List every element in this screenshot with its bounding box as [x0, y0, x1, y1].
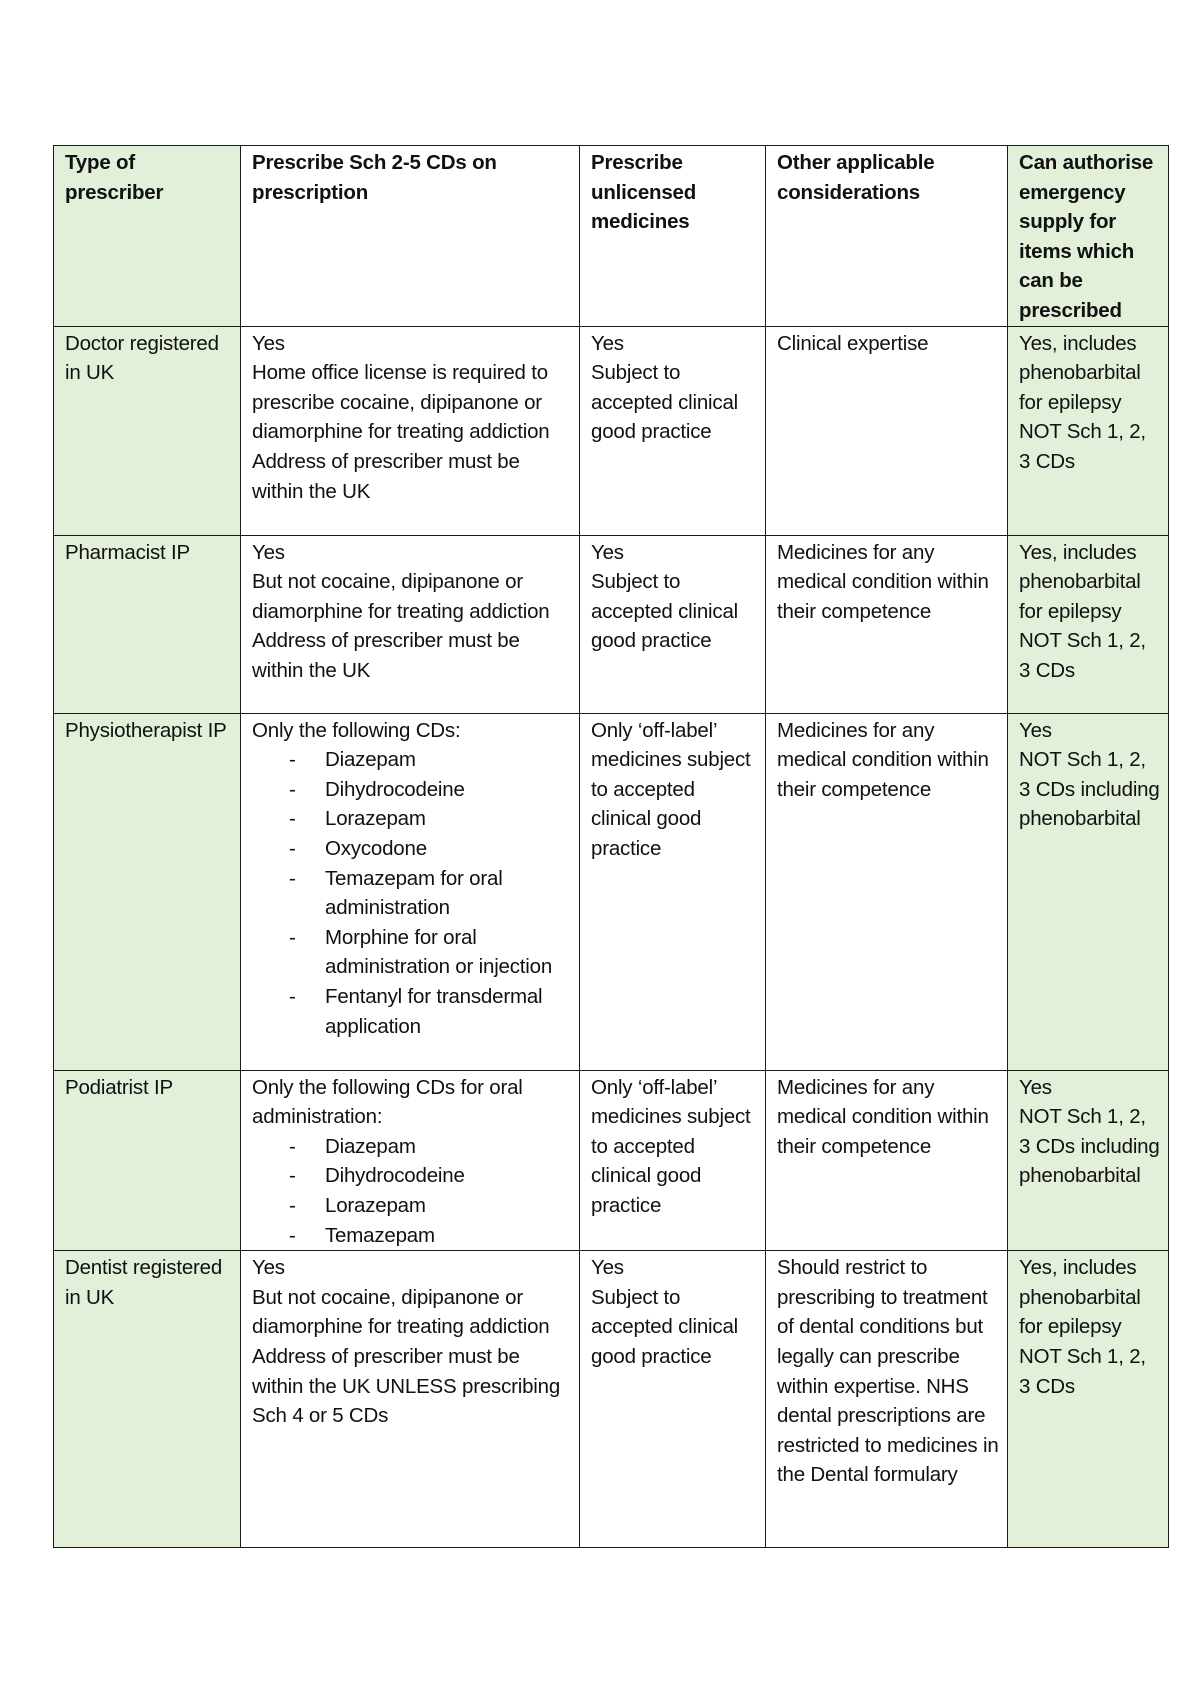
cell-line: Only ‘off-label’ medicines subject to accepted clinical good practice — [591, 1075, 751, 1217]
list-item: - Diazepam — [252, 1132, 571, 1162]
cell-prescriber-type: Dentist registered in UK — [54, 1251, 241, 1548]
table-row — [54, 713, 1169, 1070]
header-other-considerations: Other applicable considerations — [766, 146, 1008, 327]
cell-line: Address of prescriber must be within the UK UNLESS prescribing Sch 4 or 5 CDs — [252, 1344, 561, 1428]
cell-line: Clinical expertise — [777, 331, 929, 355]
cell-emergency-supply — [1008, 1251, 1169, 1548]
cell-line: Only the following CDs for oral administration: — [252, 1075, 523, 1129]
cell-line: NOT Sch 1, 2, 3 CDs — [1019, 420, 1146, 473]
cell-line: NOT Sch 1, 2, 3 CDs including phenobarbital — [1019, 748, 1160, 831]
header-prescribe-sch-cds: Prescribe Sch 2-5 CDs on prescription — [241, 146, 580, 327]
cell-sch-cds — [241, 1251, 580, 1548]
header-row — [54, 146, 1169, 327]
table-row — [54, 1251, 1169, 1548]
cell-line: Subject to accepted clinical good practice — [591, 1285, 739, 1368]
table-body — [54, 326, 1169, 1548]
list-item: - Temazepam — [252, 1221, 571, 1251]
cell-unlicensed — [580, 1070, 766, 1251]
cell-line: Yes — [252, 331, 285, 355]
cell-considerations — [766, 535, 1008, 713]
cell-line: Yes — [252, 540, 285, 564]
header-prescribe-unlicensed: Prescribe unlicensed medicines — [580, 146, 766, 327]
cell-line: Medicines for any medical condition within their competence — [777, 1075, 989, 1158]
cell-considerations — [766, 713, 1008, 1070]
list-item: - Morphine for oral administration or injection — [252, 923, 571, 982]
cell-sch-cds — [241, 1070, 580, 1251]
cell-unlicensed — [580, 326, 766, 535]
table-row — [54, 1070, 1169, 1251]
cell-emergency-supply — [1008, 713, 1169, 1070]
cell-line: Yes, includes phenobarbital for epilepsy — [1019, 540, 1141, 623]
cell-line: Yes — [1019, 718, 1052, 742]
cell-unlicensed — [580, 713, 766, 1070]
cell-considerations — [766, 1251, 1008, 1548]
list-item: - Oxycodone — [252, 834, 571, 864]
list-item: - Fentanyl for transdermal application — [252, 982, 571, 1041]
cd-bullet-list — [252, 745, 571, 1041]
cell-considerations — [766, 1070, 1008, 1251]
cell-line: But not cocaine, dipipanone or diamorphine for treating addiction — [252, 1285, 550, 1339]
cell-sch-cds — [241, 326, 580, 535]
cell-line: But not cocaine, dipipanone or diamorphine for treating addiction — [252, 570, 550, 623]
cell-line: Address of prescriber must be within the UK — [252, 449, 520, 503]
cell-line: Yes — [591, 540, 624, 564]
cd-bullet-list — [252, 1132, 571, 1250]
cell-line: Should restrict to prescribing to treatment of dental conditions but legally can prescribe within expertise. NHS dental prescriptions are restricted to medicines in the Dental formulary — [777, 1256, 999, 1487]
cell-line: Medicines for any medical condition within their competence — [777, 718, 989, 801]
cell-emergency-supply — [1008, 326, 1169, 535]
list-item: - Dihydrocodeine — [252, 775, 571, 805]
cell-prescriber-type: Podiatrist IP — [54, 1070, 241, 1251]
cell-line: Address of prescriber must be within the UK — [252, 629, 520, 682]
cell-prescriber-type: Pharmacist IP — [54, 535, 241, 713]
cell-emergency-supply — [1008, 535, 1169, 713]
table-row — [54, 535, 1169, 713]
cell-emergency-supply — [1008, 1070, 1169, 1251]
cell-considerations — [766, 326, 1008, 535]
cell-line: Home office license is required to prescribe cocaine, dipipanone or diamorphine for treating addiction — [252, 361, 550, 444]
cell-sch-cds — [241, 535, 580, 713]
cell-line: NOT Sch 1, 2, 3 CDs including phenobarbital — [1019, 1105, 1160, 1188]
cell-unlicensed — [580, 1251, 766, 1548]
cell-prescriber-type: Doctor registered in UK — [54, 326, 241, 535]
cell-unlicensed — [580, 535, 766, 713]
cell-prescriber-type: Physiotherapist IP — [54, 713, 241, 1070]
list-item: - Diazepam — [252, 745, 571, 775]
header-type-of-prescriber: Type of prescriber — [54, 146, 241, 327]
header-emergency-supply: Can authorise emergency supply for items which can be prescribed — [1008, 146, 1169, 327]
cell-line: Subject to accepted clinical good practice — [591, 361, 739, 444]
list-item: - Dihydrocodeine — [252, 1161, 571, 1191]
list-item: - Lorazepam — [252, 1191, 571, 1221]
cell-line: Only the following CDs: — [252, 718, 461, 742]
list-item: - Temazepam for oral administration — [252, 864, 571, 923]
cell-line: Medicines for any medical condition within their competence — [777, 540, 989, 623]
cell-line: Yes — [252, 1256, 285, 1280]
cell-line: Subject to accepted clinical good practice — [591, 570, 739, 653]
cell-line: Yes, includes phenobarbital for epilepsy — [1019, 331, 1141, 414]
cell-line: Yes — [1019, 1075, 1052, 1099]
cell-line: Yes — [591, 331, 624, 355]
cell-sch-cds — [241, 713, 580, 1070]
cell-line: NOT Sch 1, 2, 3 CDs — [1019, 1344, 1146, 1398]
cell-line: Yes, includes phenobarbital for epilepsy — [1019, 1256, 1141, 1339]
table-row — [54, 326, 1169, 535]
list-item: - Lorazepam — [252, 804, 571, 834]
cell-line: NOT Sch 1, 2, 3 CDs — [1019, 629, 1146, 682]
prescriber-table — [53, 145, 1169, 1548]
cell-line: Only ‘off-label’ medicines subject to accepted clinical good practice — [591, 718, 751, 860]
cell-line: Yes — [591, 1256, 624, 1280]
